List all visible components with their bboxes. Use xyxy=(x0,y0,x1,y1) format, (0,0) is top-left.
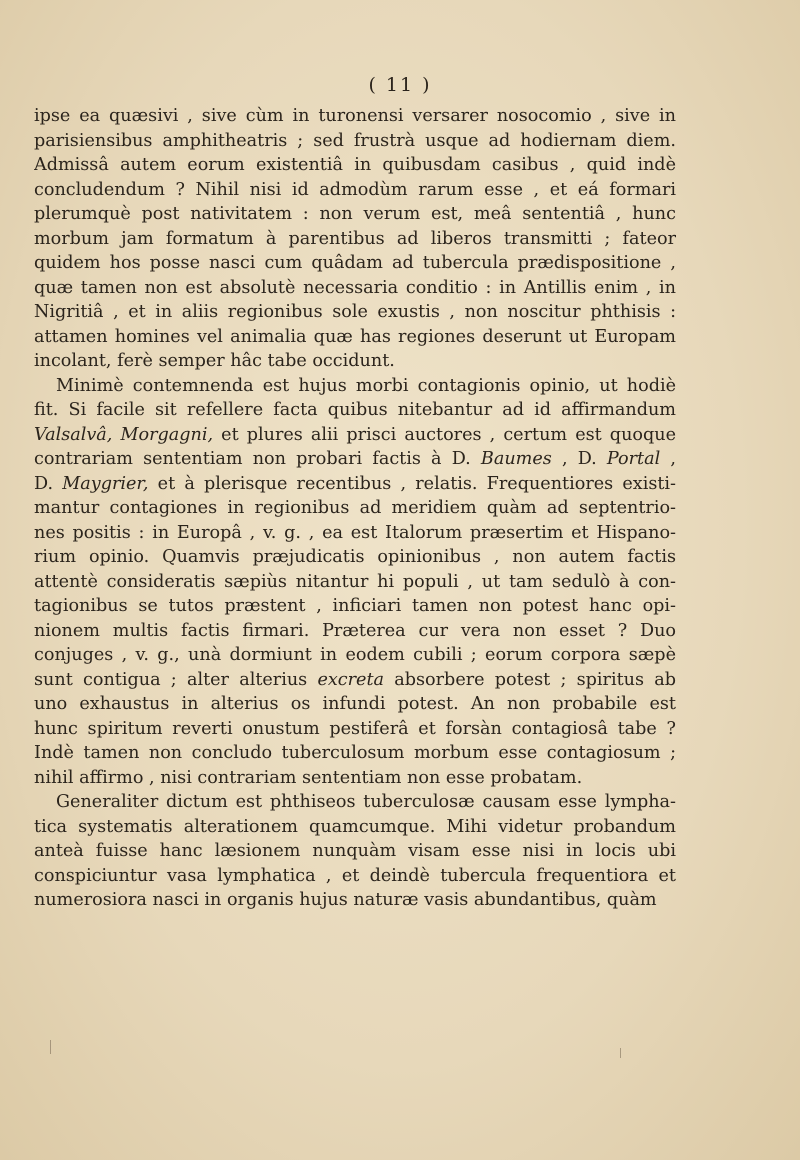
text-run: D. xyxy=(34,473,63,494)
italic-name: Portal xyxy=(606,449,661,469)
text-run: rium opinio. Quamvis præjudicatis opinionibus , non autem factis xyxy=(34,547,676,567)
text-run: quidem hos posse nasci cum quâdam ad tubercula prædispositione , xyxy=(34,253,676,273)
text-run: nihil affirmo , nisi contrariam sententiam non esse probatam. xyxy=(34,767,583,788)
text-run: concludendum ? Nihil nisi id admodùm rarum esse , et eá formari xyxy=(34,179,676,200)
paragraph xyxy=(34,790,676,913)
text-line xyxy=(34,619,676,644)
text-run: mantur contagiones in regionibus ad meridiem quàm ad septentrio- xyxy=(34,498,676,518)
text-run: plerumquè post nativitatem : non verum est, meâ sententiâ , hunc xyxy=(34,204,676,224)
text-run: tagionibus se tutos præstent , inficiari tamen non potest hanc opi- xyxy=(34,596,676,616)
text-run: parisiensibus amphitheatris ; sed frustrà usque ad hodiernam diem. xyxy=(34,130,676,151)
paragraph xyxy=(34,104,676,374)
italic-name: excreta xyxy=(317,669,385,690)
text-run: tica systematis alterationem quamcumque. Mihi videtur probandum xyxy=(34,816,676,837)
text-line xyxy=(34,668,676,693)
text-run: , D. xyxy=(551,449,607,469)
text-line xyxy=(34,717,676,742)
text-line xyxy=(34,643,676,668)
text-line xyxy=(34,496,676,521)
text-line xyxy=(34,423,676,448)
text-run: et plures alii prisci auctores , certum est quoque xyxy=(213,424,676,445)
text-line xyxy=(34,815,676,840)
text-run: contrariam sententiam non probari factis à D. xyxy=(34,449,481,469)
text-line xyxy=(34,325,676,350)
text-line xyxy=(34,104,676,129)
text-line xyxy=(34,570,676,595)
text-run: Indè tamen non concludo tuberculosum morbum esse contagiosum ; xyxy=(34,743,676,763)
margin-mark xyxy=(50,1040,51,1054)
text-line xyxy=(34,888,676,913)
text-run: sunt contigua ; alter alterius xyxy=(34,669,318,690)
text-line xyxy=(34,839,676,864)
text-run: ipse ea quæsivi , sive cùm in turonensi versarer nosocomio , sive in xyxy=(34,106,676,126)
text-run: , xyxy=(660,449,676,469)
text-line xyxy=(34,447,676,472)
text-line xyxy=(34,766,676,791)
text-run: incolant, ferè semper hâc tabe occidunt. xyxy=(34,351,395,371)
text-run: conjuges , v. g., unà dormiunt in eodem cubili ; eorum corpora sæpè xyxy=(34,645,676,665)
text-line xyxy=(34,178,676,203)
text-line xyxy=(34,692,676,717)
text-run: anteà fuisse hanc læsionem nunquàm visam esse nisi in locis ubi xyxy=(34,841,676,861)
text-run: Admissâ autem eorum existentiâ in quibusdam casibus , quid indè xyxy=(34,155,676,175)
italic-name: Valsalvâ, Morgagni, xyxy=(34,424,214,445)
text-run: fit. Si facile sit refellere facta quibus nitebantur ad id affirmandum xyxy=(34,400,676,420)
text-run: conspiciuntur vasa lymphatica , et deindè tubercula frequentiora et xyxy=(34,865,676,886)
text-run: hunc spiritum reverti onustum pestiferâ et forsàn contagiosâ tabe ? xyxy=(34,718,676,739)
text-line xyxy=(34,790,676,815)
text-run: Minimè contemnenda est hujus morbi contagionis opinio, ut hodiè xyxy=(56,375,676,396)
italic-name: Baumes xyxy=(480,449,552,469)
text-run: absorbere potest ; spiritus ab xyxy=(384,669,676,690)
text-line xyxy=(34,398,676,423)
text-line xyxy=(34,374,676,399)
text-run: nes positis : in Europâ , v. g. , ea est Italorum præsertim et Hispano- xyxy=(34,522,676,543)
text-line xyxy=(34,227,676,252)
text-run: numerosiora nasci in organis hujus naturæ vasis abundantibus, quàm xyxy=(34,890,657,910)
text-run: attamen homines vel animalia quæ has regiones deserunt ut Europam xyxy=(34,326,676,347)
text-line xyxy=(34,300,676,325)
text-run: attentè consideratis sæpiùs nitantur hi populi , ut tam sedulò à con- xyxy=(34,571,676,592)
text-line xyxy=(34,864,676,889)
text-line xyxy=(34,202,676,227)
text-line xyxy=(34,594,676,619)
text-run: quæ tamen non est absolutè necessaria conditio : in Antillis enim , in xyxy=(34,277,676,298)
text-line xyxy=(34,349,676,374)
text-run: morbum jam formatum à parentibus ad liberos transmitti ; fateor xyxy=(34,228,676,249)
text-line xyxy=(34,129,676,154)
text-line xyxy=(34,276,676,301)
text-run: et à plerisque recentibus , relatis. Frequentiores existi- xyxy=(148,473,676,494)
margin-mark xyxy=(620,1048,621,1058)
body-text xyxy=(34,104,676,913)
text-run: uno exhaustus in alterius os infundi potest. An non probabile est xyxy=(34,694,676,714)
text-line xyxy=(34,153,676,178)
text-line xyxy=(34,521,676,546)
text-run: Generaliter dictum est phthiseos tuberculosæ causam esse lympha- xyxy=(56,792,676,812)
text-run: Nigritiâ , et in aliis regionibus sole exustis , non noscitur phthisis : xyxy=(34,302,676,322)
text-line xyxy=(34,741,676,766)
text-run: nionem multis factis firmari. Præterea cur vera non esset ? Duo xyxy=(34,620,676,641)
text-line xyxy=(34,472,676,497)
page-number: ( 11 ) xyxy=(368,74,432,96)
italic-name: Maygrier, xyxy=(62,473,149,494)
text-line xyxy=(34,251,676,276)
text-line xyxy=(34,545,676,570)
paragraph xyxy=(34,374,676,791)
